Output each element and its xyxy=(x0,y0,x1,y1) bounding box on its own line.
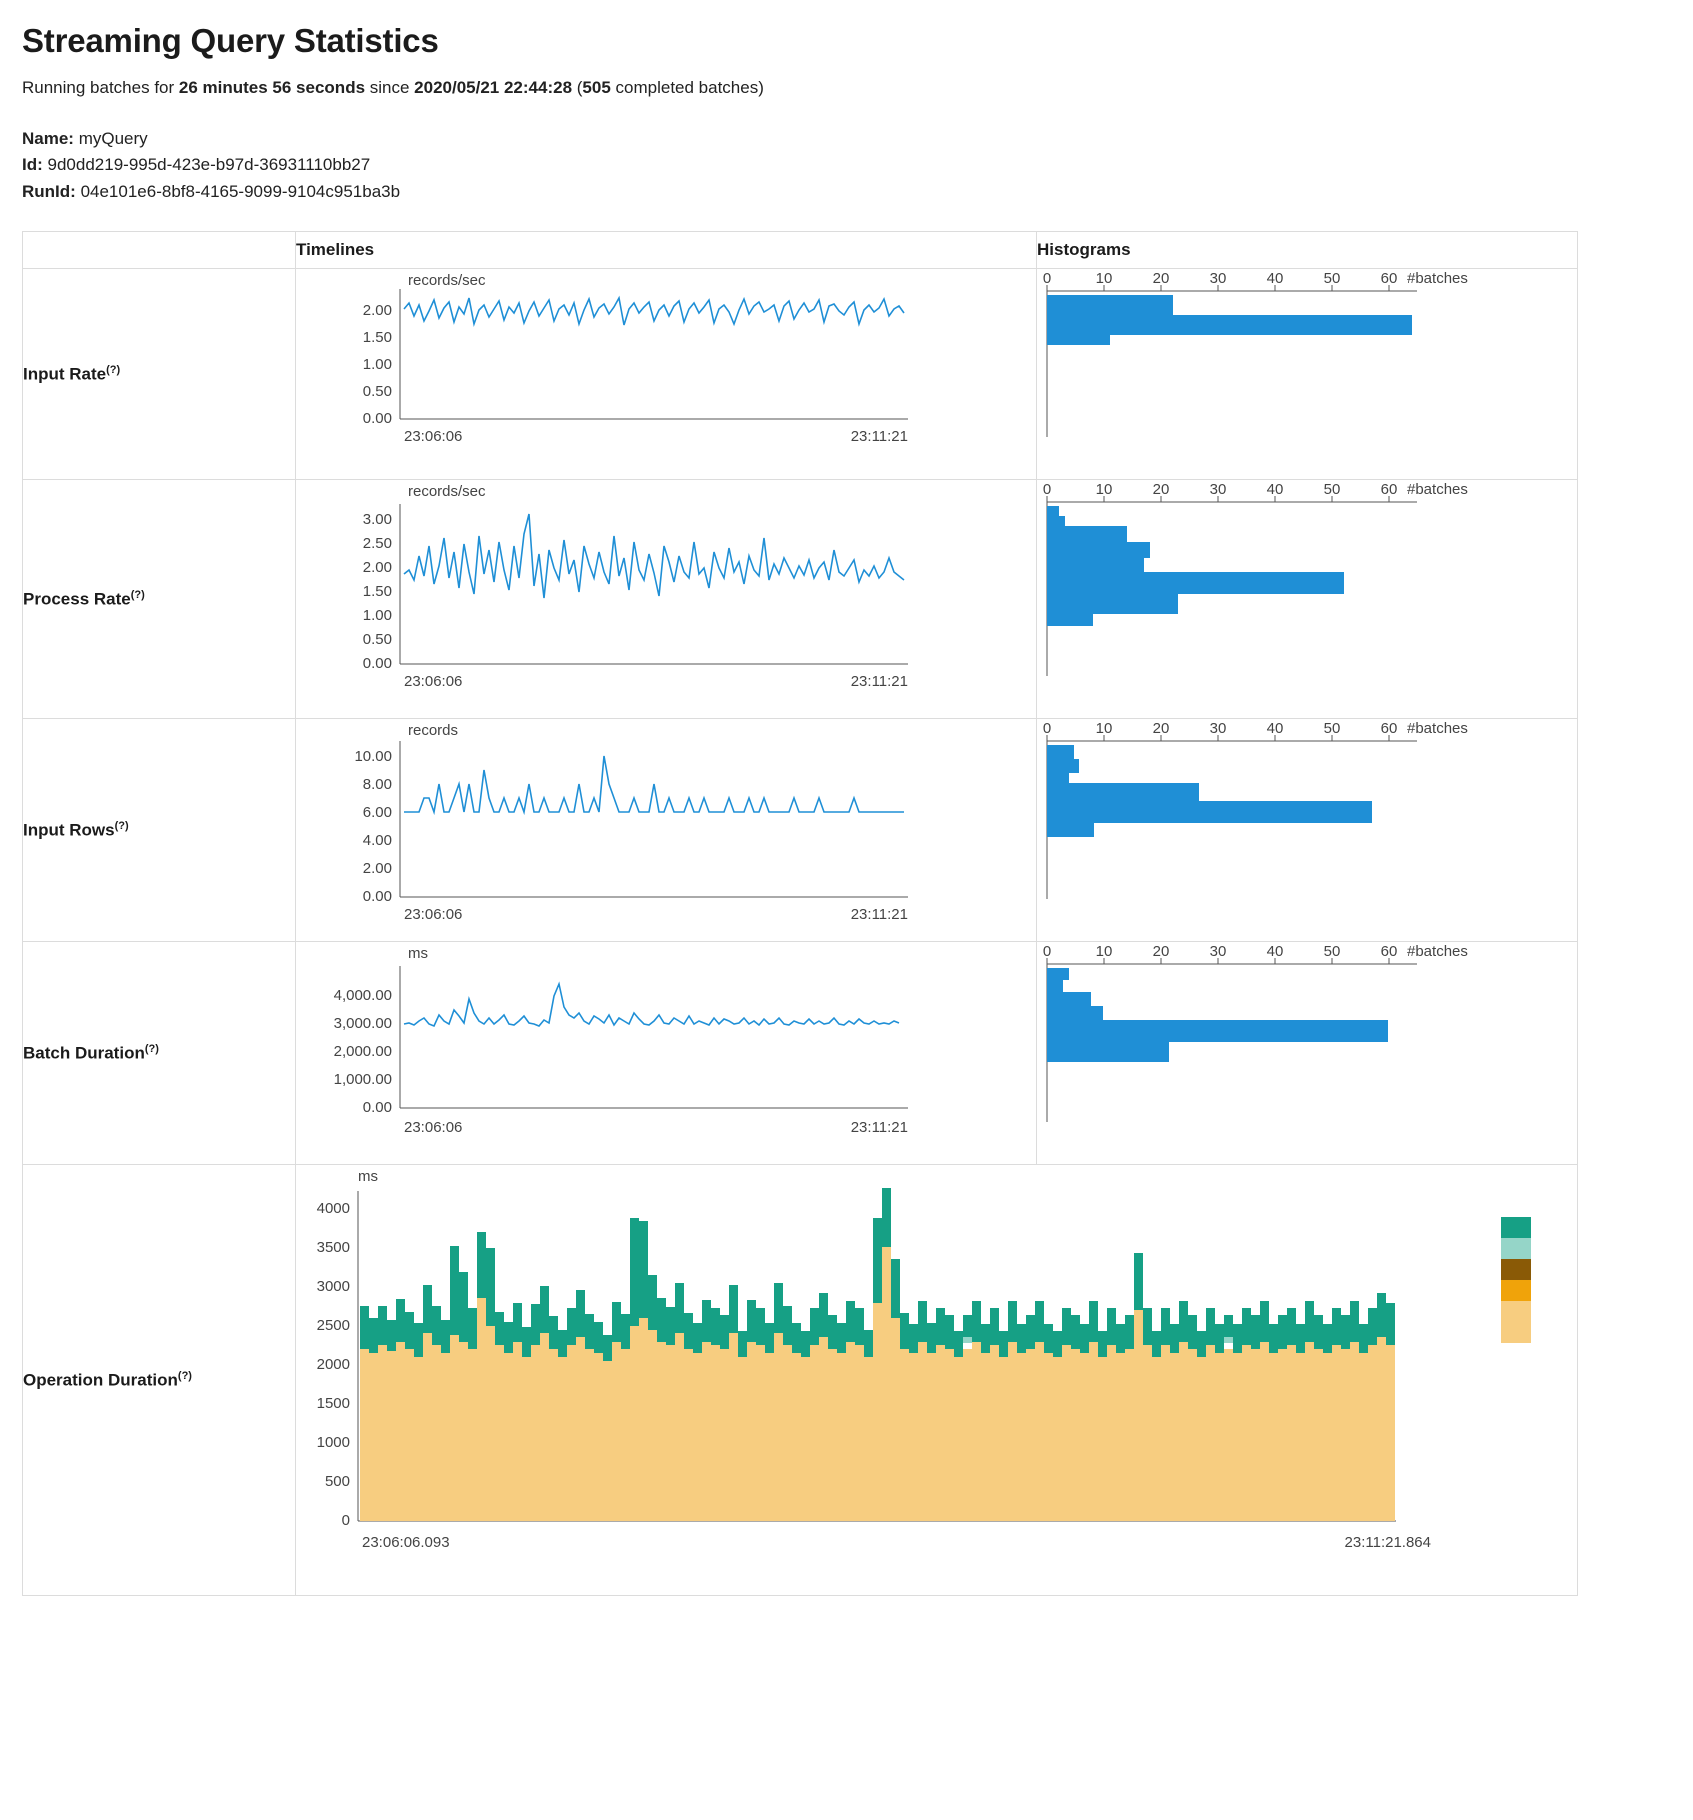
svg-text:50: 50 xyxy=(1323,270,1341,288)
svg-text:60: 60 xyxy=(1380,481,1398,499)
help-icon[interactable]: (?) xyxy=(106,363,121,376)
input-rate-x-end: 23:11:21 xyxy=(850,428,908,446)
table-row xyxy=(23,1165,1578,1596)
input-rows-histogram-chart xyxy=(1037,719,1547,941)
svg-text:10.00: 10.00 xyxy=(354,748,392,766)
svg-text:0.00: 0.00 xyxy=(362,410,392,428)
operation-duration-x-end: 23:11:21.864 xyxy=(1344,1534,1431,1552)
svg-text:3000: 3000 xyxy=(316,1278,350,1296)
svg-text:3500: 3500 xyxy=(316,1239,350,1257)
query-name-row xyxy=(22,126,1671,152)
svg-text:4,000.00: 4,000.00 xyxy=(333,987,392,1005)
operation-duration-legend xyxy=(1501,1217,1531,1343)
operation-duration-chart xyxy=(296,1165,1546,1595)
svg-text:40: 40 xyxy=(1266,943,1284,961)
svg-text:2000: 2000 xyxy=(316,1356,350,1374)
input-rows-hist-ticks xyxy=(1043,720,1398,737)
input-rows-timeline-cell xyxy=(296,719,1037,942)
svg-text:0.50: 0.50 xyxy=(362,631,392,649)
svg-text:0: 0 xyxy=(1042,943,1052,961)
input-rate-batches-axis-label: #batches xyxy=(1407,270,1468,288)
svg-text:0: 0 xyxy=(1042,720,1052,738)
input-rate-hist-ticks xyxy=(1043,270,1398,287)
query-id-key: Id: xyxy=(22,155,43,175)
help-icon[interactable]: (?) xyxy=(114,819,129,832)
batch-duration-timeline-chart xyxy=(296,942,1016,1164)
table-header-row xyxy=(23,232,1578,269)
svg-text:1000: 1000 xyxy=(316,1434,350,1452)
svg-text:40: 40 xyxy=(1266,481,1284,499)
input-rows-batches-axis-label: #batches xyxy=(1407,720,1468,738)
legend-swatch-orange xyxy=(1501,1280,1531,1301)
legend-swatch-light-green xyxy=(1501,1238,1531,1259)
process-rate-x-end: 23:11:21 xyxy=(850,673,908,691)
batch-duration-histogram-cell xyxy=(1037,942,1578,1165)
operation-duration-y-ticks xyxy=(317,1200,350,1529)
input-rate-hist-bars xyxy=(1047,295,1412,345)
process-rate-y-ticks xyxy=(363,511,392,672)
statistics-table xyxy=(22,231,1578,1596)
svg-text:0: 0 xyxy=(1042,270,1052,288)
input-rows-line xyxy=(404,756,904,812)
svg-text:30: 30 xyxy=(1209,270,1227,288)
query-id-value: 9d0dd219-995d-423e-b97d-36931110bb27 xyxy=(47,155,371,175)
process-rate-hist-bars xyxy=(1047,506,1344,626)
svg-text:20: 20 xyxy=(1152,720,1170,738)
svg-text:3,000.00: 3,000.00 xyxy=(333,1015,392,1033)
svg-text:50: 50 xyxy=(1323,720,1341,738)
batch-duration-batches-axis-label: #batches xyxy=(1407,943,1468,961)
legend-swatch-light-orange xyxy=(1501,1301,1531,1343)
svg-text:1.00: 1.00 xyxy=(362,607,392,625)
svg-text:0: 0 xyxy=(1042,481,1052,499)
query-runid-value: 04e101e6-8bf8-4165-9099-9104c951ba3b xyxy=(80,181,401,201)
input-rate-timeline-cell xyxy=(296,269,1037,480)
svg-text:2.50: 2.50 xyxy=(362,535,392,553)
svg-text:1500: 1500 xyxy=(316,1395,350,1413)
table-row xyxy=(23,269,1578,480)
svg-text:60: 60 xyxy=(1380,720,1398,738)
svg-text:40: 40 xyxy=(1266,270,1284,288)
batch-duration-timeline-cell xyxy=(296,942,1037,1165)
help-icon[interactable]: (?) xyxy=(144,1042,159,1055)
input-rows-histogram-cell xyxy=(1037,719,1578,942)
svg-text:10: 10 xyxy=(1095,720,1113,738)
table-row xyxy=(23,719,1578,942)
process-rate-hist-ticks xyxy=(1043,481,1398,498)
running-duration: 26 minutes 56 seconds xyxy=(178,78,366,97)
empty-corner-header xyxy=(23,232,296,269)
svg-text:60: 60 xyxy=(1380,943,1398,961)
svg-text:1.00: 1.00 xyxy=(362,356,392,374)
operation-duration-bars xyxy=(360,1188,1395,1521)
help-icon[interactable]: (?) xyxy=(177,1369,192,1382)
operation-duration-x-start: 23:06:06.093 xyxy=(362,1534,450,1552)
query-name-value: myQuery xyxy=(78,129,148,148)
batch-duration-hist-ticks xyxy=(1043,943,1398,960)
svg-text:0.00: 0.00 xyxy=(362,655,392,673)
batch-duration-y-ticks xyxy=(334,987,392,1116)
since-word: since xyxy=(365,78,415,97)
svg-text:4.00: 4.00 xyxy=(362,832,392,850)
process-rate-histogram-cell xyxy=(1037,480,1578,719)
svg-text:0.50: 0.50 xyxy=(362,383,392,401)
input-rows-timeline-chart xyxy=(296,719,1016,941)
input-rows-x-start: 23:06:06 xyxy=(404,906,463,924)
row-label-text: Batch Duration xyxy=(23,1043,145,1063)
process-rate-histogram-chart xyxy=(1037,480,1547,718)
operation-duration-unit-label: ms xyxy=(358,1168,378,1186)
process-rate-x-start: 23:06:06 xyxy=(404,673,463,691)
svg-text:30: 30 xyxy=(1209,720,1227,738)
svg-text:50: 50 xyxy=(1323,943,1341,961)
row-label-text: Operation Duration xyxy=(23,1370,178,1390)
svg-text:1.50: 1.50 xyxy=(362,583,392,601)
since-timestamp: 2020/05/21 22:44:28 xyxy=(414,78,573,97)
legend-swatch-brown xyxy=(1501,1259,1531,1280)
row-label-batch-duration xyxy=(23,942,296,1165)
svg-text:60: 60 xyxy=(1380,270,1398,288)
input-rows-unit-label: records xyxy=(408,722,459,740)
query-runid-key: RunId: xyxy=(22,181,76,201)
svg-text:500: 500 xyxy=(324,1473,350,1491)
row-label-text: Process Rate xyxy=(23,589,131,609)
svg-text:2.00: 2.00 xyxy=(362,302,392,320)
batches-suffix: completed batches) xyxy=(610,78,764,97)
svg-text:1.50: 1.50 xyxy=(362,329,392,347)
row-label-input-rate xyxy=(23,269,296,480)
process-rate-timeline-chart xyxy=(296,480,1016,718)
input-rate-y-ticks xyxy=(363,302,392,427)
help-icon[interactable]: (?) xyxy=(130,588,145,601)
query-runid-row xyxy=(22,179,1671,205)
input-rows-x-end: 23:11:21 xyxy=(850,906,908,924)
process-rate-timeline-cell xyxy=(296,480,1037,719)
input-rows-hist-bars xyxy=(1047,745,1372,837)
running-prefix: Running batches for xyxy=(22,78,179,97)
batches-open-paren: ( xyxy=(572,78,583,97)
page-title: Streaming Query Statistics xyxy=(22,22,439,59)
table-row xyxy=(23,480,1578,719)
svg-text:10: 10 xyxy=(1095,481,1113,499)
query-id-row xyxy=(22,152,1671,178)
input-rows-y-ticks xyxy=(354,748,392,905)
svg-text:0.00: 0.00 xyxy=(362,888,392,906)
batch-duration-hist-bars xyxy=(1047,968,1388,1062)
row-label-text: Input Rows xyxy=(23,820,115,840)
svg-text:40: 40 xyxy=(1266,720,1284,738)
query-metadata xyxy=(22,126,1671,205)
svg-text:4000: 4000 xyxy=(316,1200,350,1218)
svg-text:8.00: 8.00 xyxy=(362,776,392,794)
histograms-header: Histograms xyxy=(1037,232,1578,269)
completed-batches-count: 505 xyxy=(582,78,611,97)
process-rate-batches-axis-label: #batches xyxy=(1407,481,1468,499)
svg-text:2,000.00: 2,000.00 xyxy=(333,1043,392,1061)
batch-duration-histogram-chart xyxy=(1037,942,1547,1164)
input-rate-line xyxy=(404,298,904,325)
svg-text:6.00: 6.00 xyxy=(362,804,392,822)
svg-text:0: 0 xyxy=(341,1512,350,1530)
input-rate-unit-label: records/sec xyxy=(408,272,486,290)
svg-text:10: 10 xyxy=(1095,270,1113,288)
svg-text:30: 30 xyxy=(1209,481,1227,499)
svg-text:20: 20 xyxy=(1152,943,1170,961)
batch-duration-line xyxy=(404,984,899,1026)
svg-text:20: 20 xyxy=(1152,481,1170,499)
running-batches-subtitle xyxy=(22,78,1671,98)
batch-duration-x-start: 23:06:06 xyxy=(404,1119,463,1137)
svg-text:2500: 2500 xyxy=(316,1317,350,1335)
svg-text:50: 50 xyxy=(1323,481,1341,499)
svg-text:2.00: 2.00 xyxy=(362,559,392,577)
row-label-text: Input Rate xyxy=(23,364,107,384)
process-rate-unit-label: records/sec xyxy=(408,483,486,501)
svg-text:20: 20 xyxy=(1152,270,1170,288)
query-name-key: Name: xyxy=(22,129,74,148)
svg-text:30: 30 xyxy=(1209,943,1227,961)
input-rate-timeline-chart xyxy=(296,269,1016,479)
svg-text:1,000.00: 1,000.00 xyxy=(333,1071,392,1089)
svg-text:0.00: 0.00 xyxy=(362,1099,392,1117)
operation-duration-cell xyxy=(296,1165,1578,1596)
timelines-header: Timelines xyxy=(296,232,1037,269)
row-label-process-rate xyxy=(23,480,296,719)
input-rate-x-start: 23:06:06 xyxy=(404,428,463,446)
svg-text:3.00: 3.00 xyxy=(362,511,392,529)
batch-duration-x-end: 23:11:21 xyxy=(850,1119,908,1137)
row-label-operation-duration xyxy=(23,1165,296,1596)
batch-duration-unit-label: ms xyxy=(408,945,428,963)
row-label-input-rows xyxy=(23,719,296,942)
operation-duration-chartwrap xyxy=(296,1165,1577,1595)
legend-swatch-green xyxy=(1501,1217,1531,1238)
input-rate-histogram-cell xyxy=(1037,269,1578,480)
process-rate-line xyxy=(404,514,904,598)
input-rate-histogram-chart xyxy=(1037,269,1547,479)
svg-text:2.00: 2.00 xyxy=(362,860,392,878)
table-row xyxy=(23,942,1578,1165)
svg-text:10: 10 xyxy=(1095,943,1113,961)
